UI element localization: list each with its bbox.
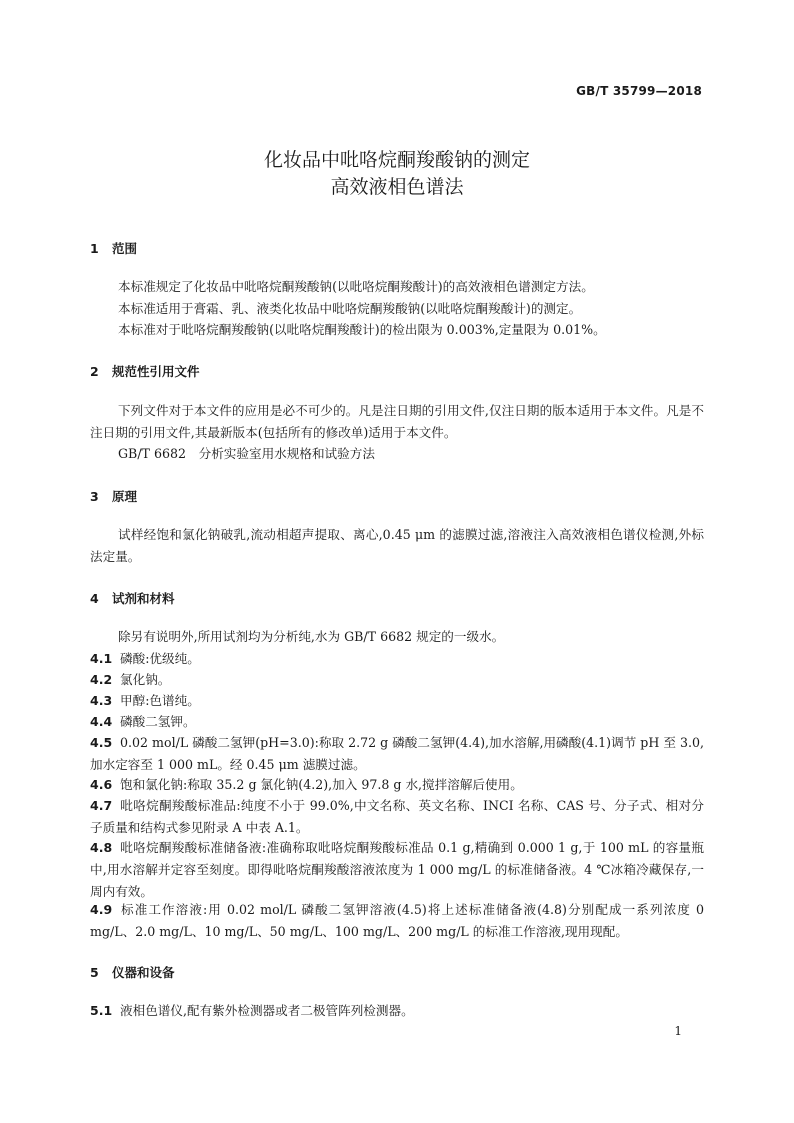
clause-number: 4.7 bbox=[90, 798, 113, 813]
clause-text: 吡咯烷酮羧酸标准储备液:准确称取吡咯烷酮羧酸标准品 0.1 g,精确到 0.000 1 g,于 100 mL 的容量瓶中,用水溶解并定容至刻度。即得吡咯烷酮羧酸溶液浓度为 1 000 mg/L 的标准储备液。4 ℃冰箱冷藏保存,一周内有效。 bbox=[90, 840, 704, 899]
clause-text: 标准工作溶液:用 0.02 mol/L 磷酸二氢钾溶液(4.5)将上述标准储备液(4.8)分别配成一系列浓度 0 mg/L、2.0 mg/L、10 mg/L、50 mg/L、100 mg/L、200 mg/L 的标准工作溶液,现用现配。 bbox=[90, 902, 704, 939]
clause-number: 4.3 bbox=[90, 693, 113, 708]
s2-paragraph-1: 下列文件对于本文件的应用是必不可少的。凡是注日期的引用文件,仅注日期的版本适用于本文件。凡是不注日期的引用文件,其最新版本(包括所有的修改单)适用于本文件。 bbox=[90, 403, 704, 440]
clause-4-9 bbox=[90, 899, 704, 943]
page-number: 1 bbox=[674, 1024, 682, 1038]
section-title: 原理 bbox=[112, 489, 138, 504]
clause-number: 4.8 bbox=[90, 840, 113, 855]
doc-title-line2: 高效液相色谱法 bbox=[330, 176, 464, 198]
section-number: 2 bbox=[90, 364, 99, 379]
s1-paragraph-1: 本标准规定了化妆品中吡咯烷酮羧酸钠(以吡咯烷酮羧酸计)的高效液相色谱测定方法。 bbox=[118, 279, 594, 294]
standard-code: GB/T 35799—2018 bbox=[576, 84, 702, 98]
clause-text: 0.02 mol/L 磷酸二氢钾(pH=3.0):称取 2.72 g 磷酸二氢钾(4.4),加水溶解,用磷酸(4.1)调节 pH 至 3.0,加水定容至 1 000 mL。经 0.45 μm 滤膜过滤。 bbox=[90, 735, 704, 772]
section-3-heading bbox=[90, 487, 137, 505]
clause-text: 甲醇:色谱纯。 bbox=[120, 693, 200, 708]
section-title: 规范性引用文件 bbox=[112, 364, 200, 379]
clause-5-1 bbox=[90, 1000, 704, 1022]
doc-title-line1: 化妆品中吡咯烷酮羧酸钠的测定 bbox=[263, 149, 530, 171]
clause-4-2 bbox=[90, 669, 704, 691]
clause-4-1 bbox=[90, 648, 704, 670]
s1-paragraph-3: 本标准对于吡咯烷酮羧酸钠(以吡咯烷酮羧酸计)的检出限为 0.003%,定量限为 0.01%。 bbox=[118, 322, 606, 337]
clause-text: 磷酸:优级纯。 bbox=[120, 651, 200, 666]
clause-4-6 bbox=[90, 774, 704, 796]
section-5-heading bbox=[90, 963, 175, 981]
s4-intro: 除另有说明外,所用试剂均为分析纯,水为 GB/T 6682 规定的一级水。 bbox=[118, 629, 505, 644]
section-number: 5 bbox=[90, 965, 99, 980]
section-number: 3 bbox=[90, 489, 99, 504]
clause-4-8 bbox=[90, 837, 704, 903]
s1-paragraph-2: 本标准适用于膏霜、乳、液类化妆品中吡咯烷酮羧酸钠(以吡咯烷酮羧酸计)的测定。 bbox=[118, 301, 582, 316]
clause-4-4 bbox=[90, 711, 704, 733]
clause-text: 磷酸二氢钾。 bbox=[120, 714, 196, 729]
s3-paragraph-1: 试样经饱和氯化钠破乳,流动相超声提取、离心,0.45 μm 的滤膜过滤,溶液注入高效液相色谱仪检测,外标法定量。 bbox=[90, 527, 704, 564]
s2-normative-reference: GB/T 6682 分析实验室用水规格和试验方法 bbox=[118, 446, 375, 461]
section-number: 1 bbox=[90, 241, 99, 256]
section-number: 4 bbox=[90, 591, 99, 606]
clause-number: 4.6 bbox=[90, 777, 113, 792]
clause-number: 4.9 bbox=[90, 902, 113, 917]
clause-text: 氯化钠。 bbox=[120, 672, 171, 687]
clause-text: 液相色谱仪,配有紫外检测器或者二极管阵列检测器。 bbox=[120, 1003, 414, 1018]
clause-4-7 bbox=[90, 795, 704, 839]
clause-text: 吡咯烷酮羧酸标准品:纯度不小于 99.0%,中文名称、英文名称、INCI 名称、CAS 号、分子式、相对分子质量和结构式参见附录 A 中表 A.1。 bbox=[90, 798, 704, 835]
section-2-heading bbox=[90, 362, 200, 380]
clause-4-5 bbox=[90, 732, 704, 776]
section-1-heading bbox=[90, 239, 137, 257]
section-title: 仪器和设备 bbox=[112, 965, 175, 980]
clause-number: 4.1 bbox=[90, 651, 113, 666]
clause-4-3 bbox=[90, 690, 704, 712]
clause-number: 4.4 bbox=[90, 714, 113, 729]
section-title: 试剂和材料 bbox=[112, 591, 175, 606]
clause-number: 4.2 bbox=[90, 672, 113, 687]
section-4-heading bbox=[90, 589, 175, 607]
clause-number: 5.1 bbox=[90, 1003, 113, 1018]
section-title: 范围 bbox=[112, 241, 138, 256]
clause-text: 饱和氯化钠:称取 35.2 g 氯化钠(4.2),加入 97.8 g 水,搅拌溶解后使用。 bbox=[120, 777, 523, 792]
clause-number: 4.5 bbox=[90, 735, 113, 750]
